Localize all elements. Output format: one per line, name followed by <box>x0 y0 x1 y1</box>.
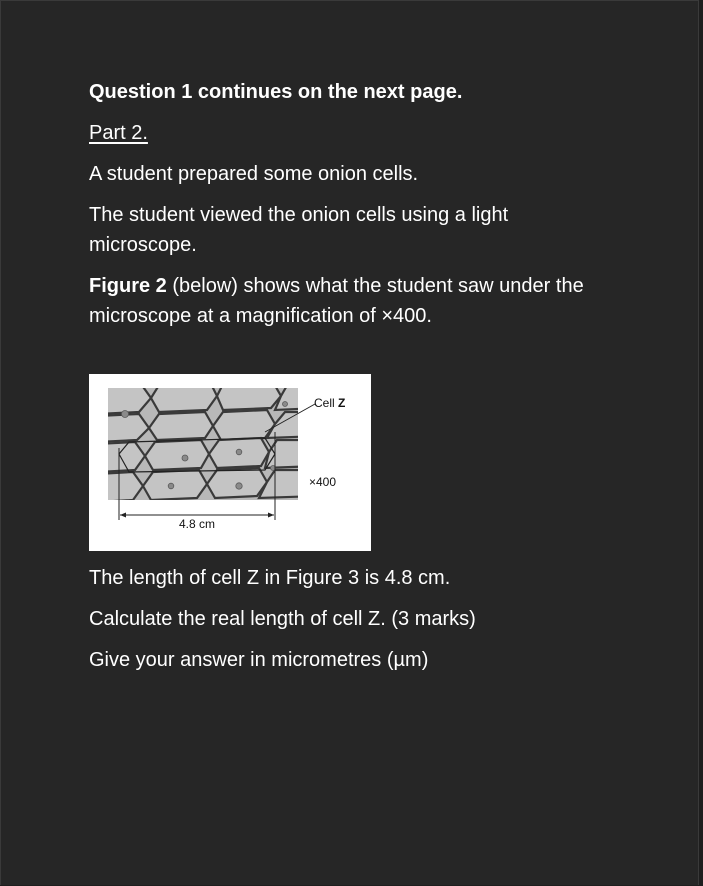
question-content <box>89 77 609 686</box>
magnification-label: ×400 <box>309 475 337 489</box>
question-heading: Question 1 continues on the next page. <box>89 81 463 103</box>
paragraph-microscope: The student viewed the onion cells using a light microscope. <box>89 204 509 256</box>
figure-reference: Figure 2 <box>89 275 167 297</box>
question-calculate: Calculate the real length of cell Z. (3 marks) <box>89 608 476 630</box>
question-length-statement: The length of cell Z in Figure 3 is 4.8 cm. <box>89 567 451 589</box>
scale-label: 4.8 cm <box>178 517 216 531</box>
cell-z-label: Cell Z <box>314 396 346 410</box>
part-label: Part 2. <box>89 122 148 144</box>
figure-description-text: (below) shows what the student saw under the microscope at a magnification of ×400. <box>89 275 584 327</box>
onion-cells-figure <box>89 374 371 551</box>
paragraph-prepared: A student prepared some onion cells. <box>89 163 419 185</box>
paragraph-figure-description <box>89 271 609 331</box>
question-units: Give your answer in micrometres (µm) <box>89 649 429 671</box>
scale-bar-arrow-left <box>120 513 126 518</box>
micrograph-illustration <box>89 374 371 551</box>
scale-bar-arrow-right <box>268 513 274 518</box>
